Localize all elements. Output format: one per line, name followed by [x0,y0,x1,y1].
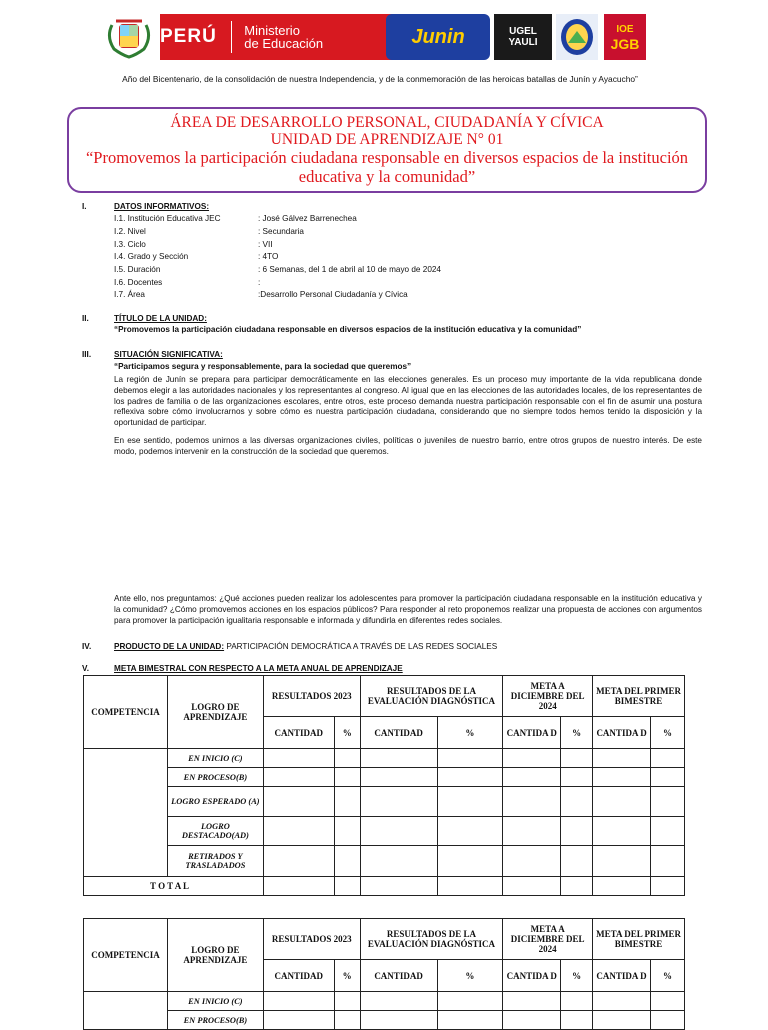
section-1-heading: DATOS INFORMATIVOS: [114,202,210,211]
section-4-number: IV. [82,642,92,651]
ugel-emblem-icon [556,14,598,60]
product-text: PARTICIPACIÓN DEMOCRÁTICA A TRAVÉS DE LAS REDES SOCIALES [224,642,498,651]
section-2-heading: TÍTULO DE LA UNIDAD: [114,314,207,323]
info-label: I.7. Área [114,290,145,299]
section-3-heading: SITUACIÓN SIGNIFICATIVA: [114,350,223,359]
sub-pct: % [651,717,685,749]
section-2-number: II. [82,314,89,323]
header-logro: LOGRO DE APRENDIZAJE [167,919,263,992]
sub-cantida-d: CANTIDA D [503,717,561,749]
meta-table-1 [83,675,685,896]
info-value: : 6 Semanas, del 1 de abril al 10 de mayo de 2024 [258,265,441,274]
section-1-number: I. [82,202,87,211]
sub-cantida-d: CANTIDA D [503,960,561,992]
sub-cantidad: CANTIDAD [360,960,437,992]
junin-label: Junin [411,25,465,48]
jgb-school-logo [604,14,646,60]
header-resultados-2023: RESULTADOS 2023 [263,676,360,717]
sub-cantida-d: CANTIDA D [593,960,651,992]
section-4-heading: PRODUCTO DE LA UNIDAD: [114,642,225,651]
ugel-line-1: UGEL [509,26,537,37]
info-label: I.5. Duración [114,265,161,274]
section-5-number: V. [82,664,89,673]
info-value: : José Gálvez Barrenechea [258,214,357,223]
ugel-line-2: YAULI [508,37,538,48]
info-value: : [258,278,261,287]
info-value: : 4TO [258,252,279,261]
ministry-line-2: de Educación [244,36,324,51]
situation-paragraph-2: En ese sentido, podemos unirnos a las diversas organizaciones civiles, políticas o juveniles de nuestro barrio, entre otros grupos de nuestro interés. De este modo, podemos intervenir en la construcción de la sociedad que queremos. [114,436,702,456]
info-value: : VII [258,240,273,249]
ministry-line-1: Ministerio [244,23,300,38]
sub-pct: % [437,717,503,749]
meta-table-2 [83,918,685,1030]
sub-cantidad: CANTIDAD [263,717,334,749]
header-logro: LOGRO DE APRENDIZAJE [167,676,263,749]
unit-title-box [67,107,707,193]
header-competencia: COMPETENCIA [84,676,168,749]
area-title: ÁREA DE DESARROLLO PERSONAL, CIUDADANÍA Y CÍVICA [170,114,604,131]
total-label: T O T A L [84,877,264,896]
situation-subtitle: “Participamos segura y responsablemente, para la sociedad que queremos” [114,362,412,371]
level-label: EN PROCESO(B) [167,768,263,787]
header-meta-diciembre: META A DICIEMBRE DEL 2024 [503,676,593,717]
ugel-yauli-logo [494,14,552,60]
unit-name: “Promovemos la participación ciudadana responsable en diversos espacios de la institución educativa y la comunidad” [85,148,689,186]
sub-pct: % [561,960,593,992]
section-5-heading: META BIMESTRAL CON RESPECTO A LA META ANUAL DE APRENDIZAJE [114,664,403,673]
info-label: I.3. Ciclo [114,240,146,249]
level-label: EN INICIO (C) [167,992,263,1011]
header-competencia: COMPETENCIA [84,919,168,992]
jgb-top: IOE [616,24,634,35]
junin-logo [386,14,490,60]
sub-cantida-d: CANTIDA D [593,717,651,749]
level-label: RETIRADOS Y TRASLADADOS [167,846,263,877]
sub-cantidad: CANTIDAD [263,960,334,992]
jgb-bottom: JGB [610,36,640,52]
info-value: :Desarrollo Personal Ciudadanía y Cívica [258,290,408,299]
info-label: I.6. Docentes [114,278,163,287]
unit-title-text: “Promovemos la participación ciudadana responsable en diversos espacios de la institución educativa y la comunidad” [114,325,582,334]
header-logos [100,14,660,60]
info-label: I.4. Grado y Sección [114,252,189,261]
sub-pct: % [561,717,593,749]
peru-coat-of-arms-icon [100,14,158,60]
header-meta-bimestre: META DEL PRIMER BIMESTRE [593,676,685,717]
year-motto: Año del Bicentenario, de la consolidación de nuestra Independencia, y de la conmemoración de las heroicas batallas de Junín y Ayacucho” [122,74,638,84]
info-value: : Secundaria [258,227,304,236]
info-label: I.1. Institución Educativa JEC [114,214,221,223]
sub-pct: % [334,960,360,992]
header-meta-diciembre: META A DICIEMBRE DEL 2024 [503,919,593,960]
header-diagnostica: RESULTADOS DE LA EVALUACIÓN DIAGNÓSTICA [360,676,503,717]
section-3-number: III. [82,350,92,359]
info-label: I.2. Nivel [114,227,146,236]
header-diagnostica: RESULTADOS DE LA EVALUACIÓN DIAGNÓSTICA [360,919,503,960]
level-label: LOGRO DESTACADO(AD) [167,817,263,846]
sub-pct: % [651,960,685,992]
peru-label: PERÚ [160,26,217,47]
competencia-cell [84,749,168,877]
situation-paragraph-1: La región de Junín se prepara para participar democráticamente en las elecciones generales. Es un proceso muy importante de la vida republicana donde debemos elegir a las autoridades nacionales y los representantes al congreso. Al igual que en las elecciones de las autoridades locales, de los representantes de los padres de familia o de las organizaciones escolares, entre otros, este proceso demanda nuestra participación responsable con el fin de asumir una postura reflexiva sobre cómo involucrarnos y sobre cómo es nuestra participación ciudadana, considerando que no siempre todos hemos tenido la disposición y la oportunidad de participar. [114,375,702,428]
logo-divider [231,21,233,53]
level-label: LOGRO ESPERADO (A) [167,787,263,817]
unit-number: UNIDAD DE APRENDIZAJE N° 01 [270,131,504,148]
situation-paragraph-3: Ante ello, nos preguntamos: ¿Qué acciones pueden realizar los adolescentes para promover la participación ciudadana responsable en la institución educativa y la comunidad? ¿Cómo promovemos acciones en los espacios públicos? Para responder al reto proponemos realizar una propuesta de acciones con argumentos para promover la participación igualitaria responsable e informada y difundirla en diferentes redes sociales. [114,594,702,625]
sub-pct: % [437,960,503,992]
sub-cantidad: CANTIDAD [360,717,437,749]
product-line [114,642,497,651]
level-label: EN INICIO (C) [167,749,263,768]
sub-pct: % [334,717,360,749]
header-resultados-2023: RESULTADOS 2023 [263,919,360,960]
ministry-name [244,24,323,50]
level-label: EN PROCESO(B) [167,1011,263,1030]
header-meta-bimestre: META DEL PRIMER BIMESTRE [593,919,685,960]
